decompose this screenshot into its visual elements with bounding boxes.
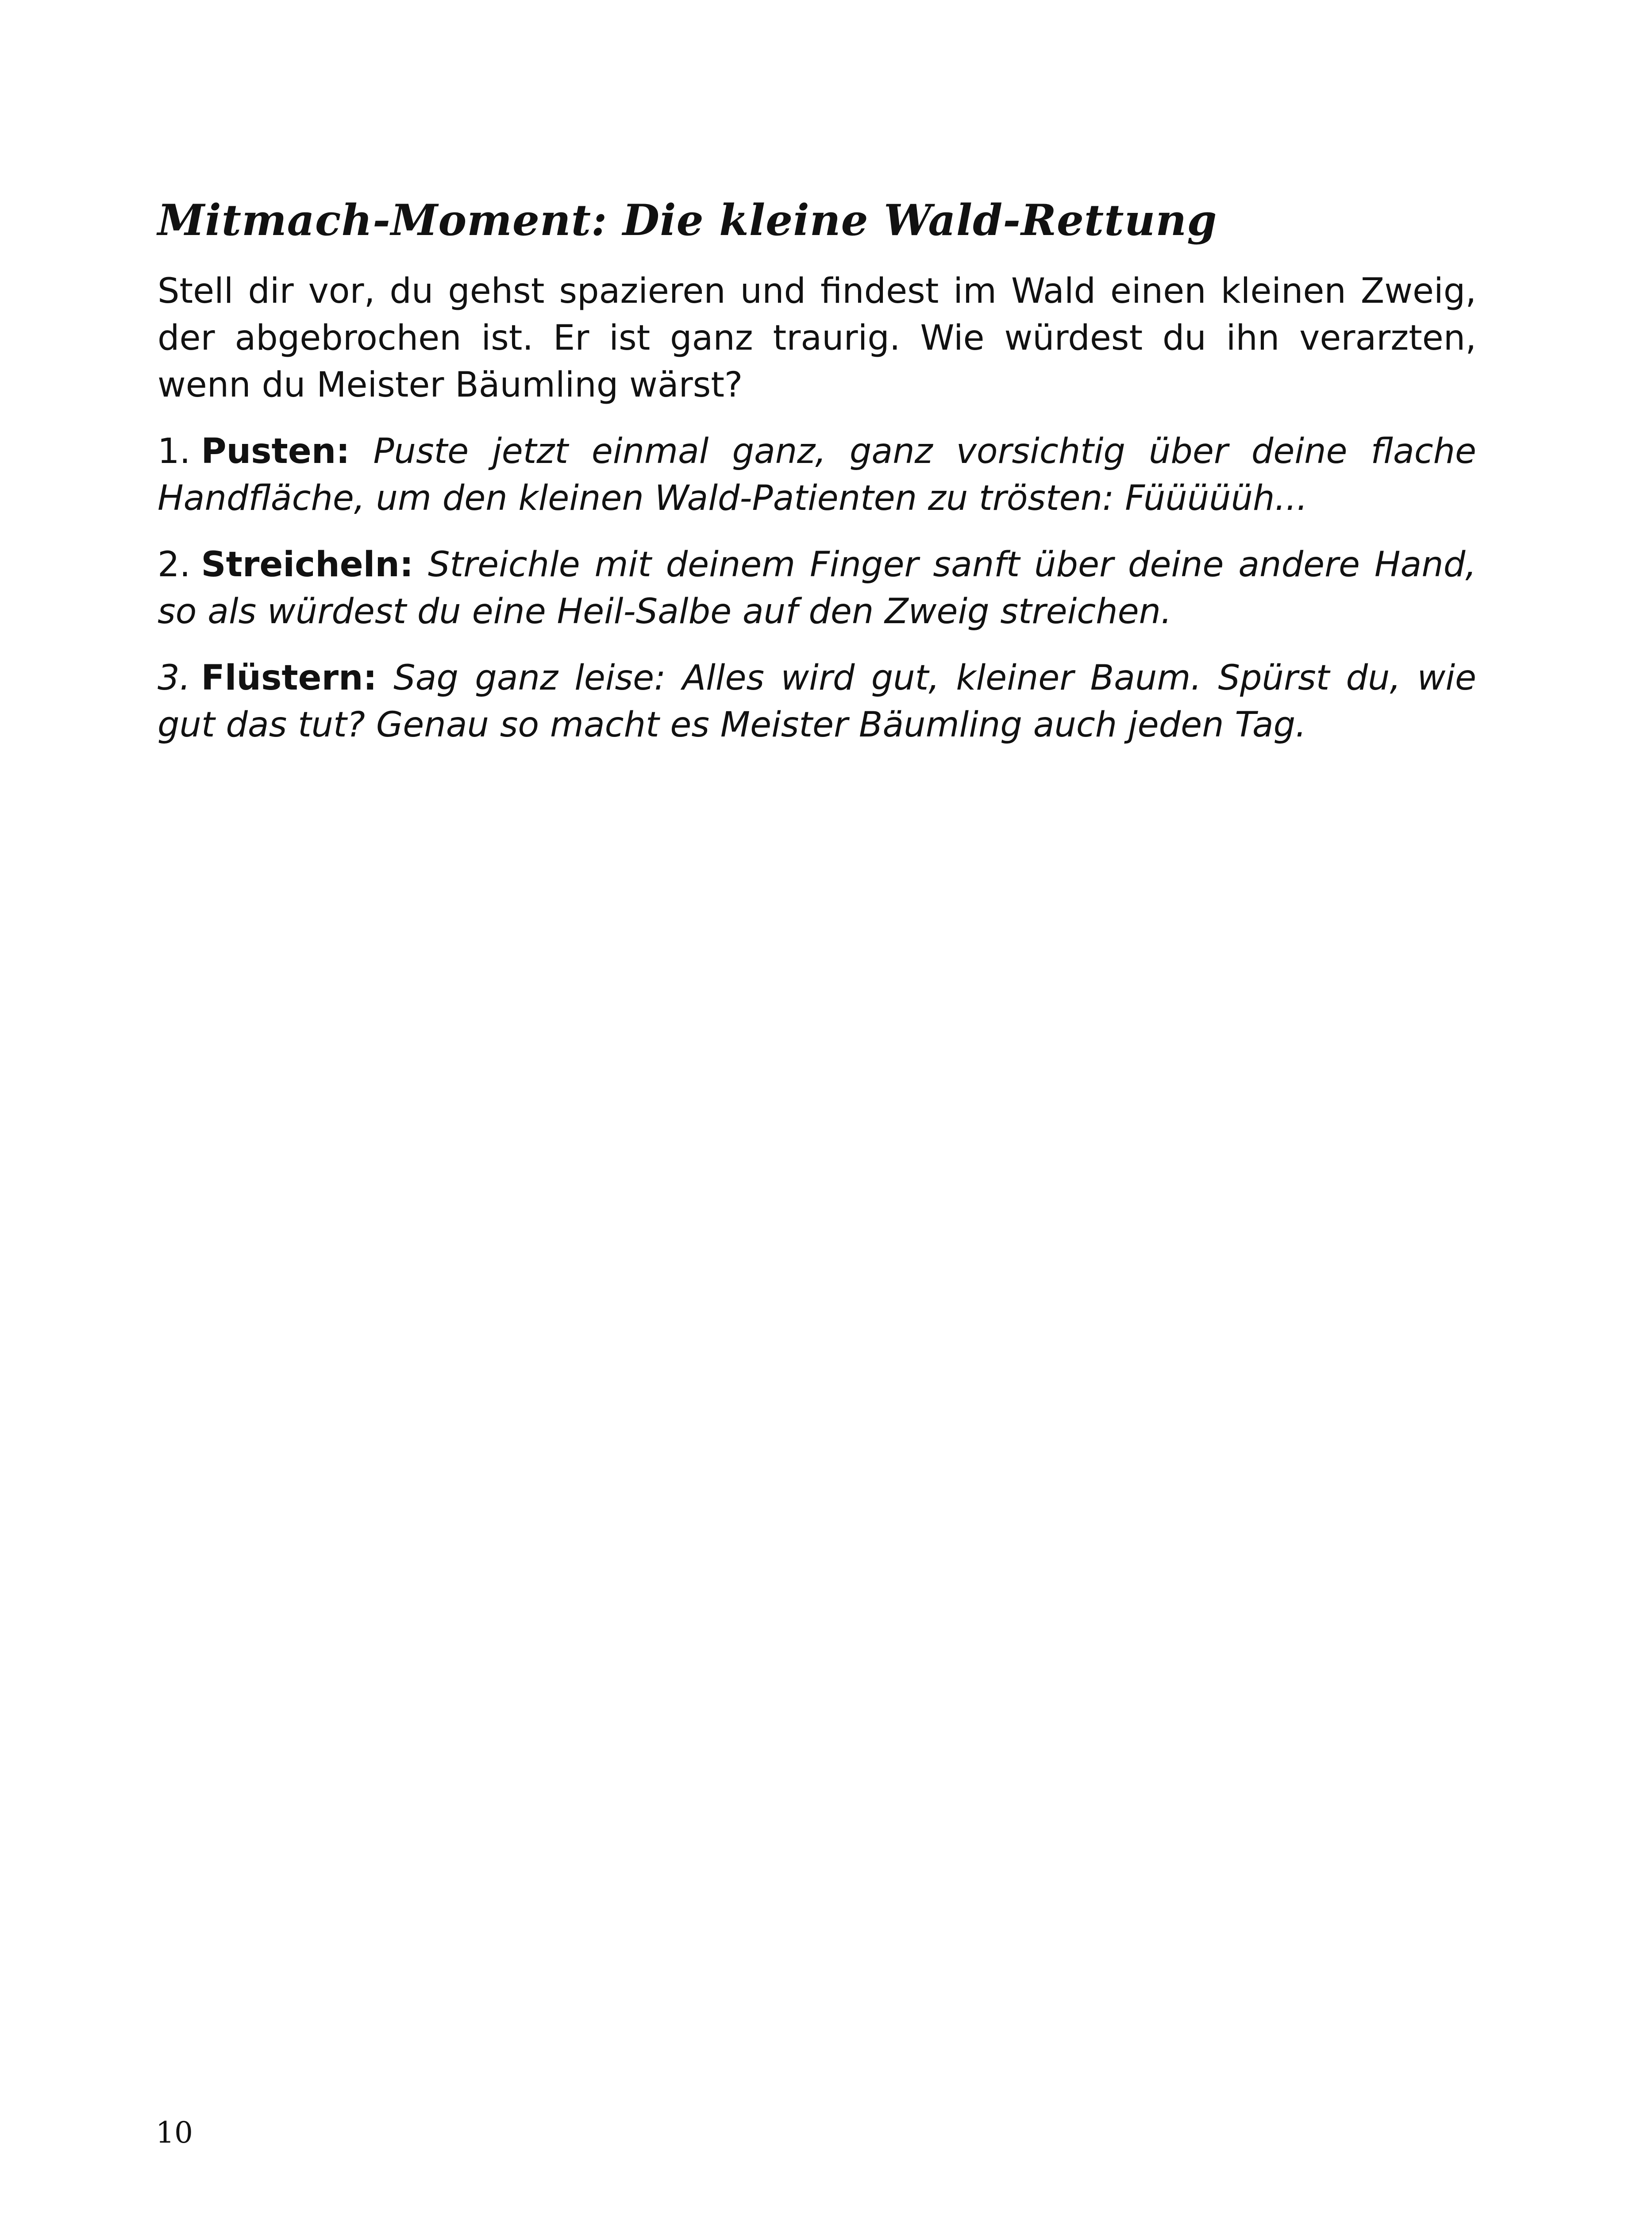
section-heading: Mitmach-Moment: Die kleine Wald-Rettung (158, 195, 1217, 245)
step-3 (158, 655, 1476, 748)
step-1-number: 1. (158, 432, 191, 472)
step-3-number: 3. (158, 658, 191, 698)
step-1-label: Pusten: (201, 432, 350, 472)
intro-paragraph: Stell dir vor, du gehst spazieren und findest im Wald einen kleinen Zweig, der abgebrochen ist. Er ist ganz traurig. Wie würdest du ihn verarzten, wenn du Meister Bäumling wärst? (158, 271, 1476, 405)
step-2-text: Streichle mit deinem Finger sanft über deine andere Hand, so als würdest du eine Heil-Salbe auf den Zweig streichen. (158, 545, 1477, 632)
page-content (158, 195, 1476, 768)
step-2 (158, 541, 1476, 635)
page-number: 10 (156, 2116, 193, 2150)
step-2-label: Streicheln: (201, 545, 414, 585)
step-1-text: Puste jetzt einmal ganz, ganz vorsichtig über deine flache Handfläche, um den kleinen Wald-Patienten zu trösten: Füüüüüh... (158, 432, 1477, 519)
step-3-text: Sag ganz leise: Alles wird gut, kleiner Baum. Spürst du, wie gut das tut? Genau so macht es Meister Bäumling auch jeden Tag. (158, 658, 1476, 745)
step-2-number: 2. (158, 545, 191, 585)
step-1 (158, 428, 1476, 522)
step-3-label: Flüstern: (201, 658, 377, 698)
